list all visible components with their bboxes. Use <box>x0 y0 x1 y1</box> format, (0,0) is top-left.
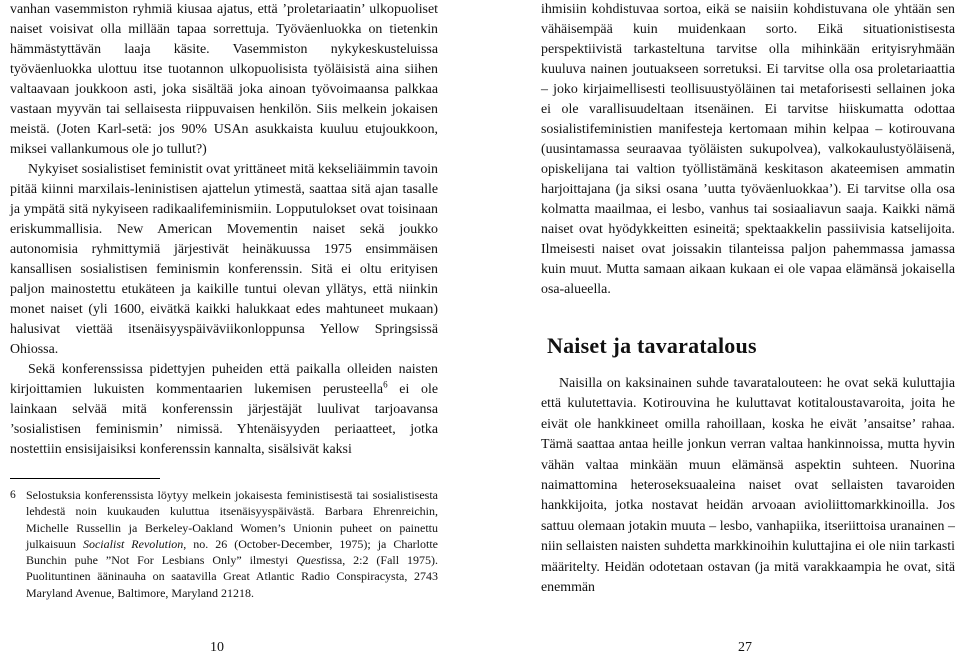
footnote-text-part: issa, 2:2 (Fall 1975). Puolituntinen ääninauha on saatavilla Great Atlantic Radio Conspiracysta, 2743 Maryland Avenue, Baltimore, Maryland 21218. <box>26 553 438 600</box>
footnote <box>10 487 438 601</box>
footnote-text-part: Selostuksia konferenssista löytyy melkein jokaisesta feministisestä tai sosialistisesta lehdestä noin kuukauden kuluttua itsenäisyyspäivästä. Barbara Ehrenreichin, Michelle Russellin ja Berkeley-Oakland Women’s Unionin puheet on painettu julkaisuun <box>26 488 438 551</box>
paragraph-text: ei ole lainkaan selvää mitä konferenssin järjestäjät luulivat tarjoavansa ’sosialistisen feminismin’ nimissä. Yhtenäisyyden periaatteet, jotka nostettiin ensisijaisiksi konferenssin kannalta, sisälsivät kaksi <box>10 382 438 457</box>
footnote-divider <box>10 478 160 479</box>
journal-title: Socialist Revolution <box>82 536 184 551</box>
section-heading: Naiset ja tavaratalous <box>547 333 757 358</box>
paragraph-text: Sekä konferenssissa pidettyjen puheiden että paikalla olleiden naisten kirjoittamien lukuisten kommentaarien lukemisen perusteella <box>10 362 438 397</box>
footnote-number: 6 <box>10 489 16 501</box>
paragraph: Nykyiset sosialistiset feministit ovat yrittäneet mitä kekseliäimmin tavoin pitää kiinni marxilais-leninistisen ajattelun ytimestä, saattaa sitä ajan tasalle ja ympätä sitä nykyiseen radikaalifeminismiin. Lopputulokset ovat toisinaan eriskummallisia. New American Movementin naiset sekä joukko autonomisia ryhmittymiä järjestivät heinäkuussa 1975 ensimmäisen kansallisen sosialistisen feminismin konferenssin. Sitä ei oltu erityisen paljon mainostettu etukäteen ja kaikille tuntui olevan yllätys, että niinkin monet naiset (yli 1600, eivätkä kaikki halukkaat edes mahtuneet mukaan) halusivat viettää itsenäisyyspäiväviikonloppunsa Yellow Springsissä Ohiossa. <box>10 162 438 357</box>
page-number-right: 27 <box>738 640 752 655</box>
paragraph: vanhan vasemmiston ryhmiä kiusaa ajatus, että ’proletariaatin’ ulkopuoliset naiset voisivat olla millään tapaa sorrettuja. Työväenluokka on tietenkin hämmästyttävän laaja käsite. Vasemmiston nykykeskusteluissa työväenluokka ulottuu itse tuotannon ulkopuolisista työläisistä aina siihen valtaavaan joukkoon asti, joka sisältää joka ainoan työvoimaansa palkkaa vastaan myyvän tai sellaisesta riippuvaisen henkilön. Siis melkein jokaisen meistä. (Joten Karl-setä: jos 90% USAn asukkaista kuuluu etujoukkoon, miksei vallankumous ole jo tullut?) <box>10 2 438 157</box>
footnote-text-part: , no. 26 (October-December, 1975); ja Charlotte Bunchin puhe ”Not For Lesbians Only” ilmestyi <box>26 536 438 568</box>
footnote-text <box>26 487 438 601</box>
page-number-left: 10 <box>210 640 224 655</box>
paragraph: ihmisiin kohdistuvaa sortoa, eikä se naisiin kohdistuvana ole yhtään sen vähäisempää kuin muidenkaan sorto. Eikä situationistisesta perspektiivistä tarkasteltuna tarvitse olla mihinkään erityisryhmään kuuluva nainen joutuakseen sorretuksi. Ei tarvitse olla osa proletariaattia – joko kirjaimellisesti teollisuustyöläinen tai metaforisesti sellainen joka ei ole varallisuudeltaan itsenäinen. Ei tarvitse hiiskumatta odottaa sosialistifeministien manifesteja kertomaan mihin kelpaa – kotirouvana (uusintamassa seuraavaa työläisten sukupolvea), valkokaulustyöläisenä, opiskelijana tai valtion työllistämänä keskitason akateemisen ammatin harjoittajana (ja siksi osana ’uutta työväenluokkaa’). Ei tarvitse olla osa kolmatta maailmaa, ei lesbo, vanhus tai sosiaaliavun saaja. Kaikki nämä naiset ovat hyödykkeitten esineitä; spektaakkelin passiivisia katselijoita. Ilmeisesti naiset ovat joissakin tilanteissa paljon pahemmassa jamassa kuin muut. Mutta samaan aikaan kukaan ei ole vapaa elämänsä jokaisella osa-alueella. <box>541 2 955 297</box>
footnote-reference: 6 <box>383 379 388 390</box>
paragraph: Naisilla on kaksinainen suhde tavaratalouteen: he ovat sekä kuluttajia että kulutettavia. Kotirouvina he kuluttavat kotitaloustavaroita, joita he eivät ole hankkineet omilla rahoillaan, koska he eivät ’ansaitse’ rahaa. Tämä saattaa antaa heille jonkun verran valtaa hankinnoissa, mutta hyvin vähän valtaa minkään muun elämänsä aspektin suhteen. Nuorina naimattomina heteroseksuaaleina naiset ovat sellaisten tavaroiden hankkijoita, jotka nostavat heidän arvoaan avioliittomarkkinoilla. Jos sattuu olemaan jotakin muuta – lesbo, vanhapiika, itseriittoisa uranainen – niin sellaisten naisten suhdetta markkinoihin kuluttajina ei ole niin tarkasti määritelty. Heidän odotetaan ostavan (ja mitä varakkaampia he ovat, sitä enemmän <box>541 376 955 596</box>
section-body <box>541 374 955 598</box>
paragraph <box>10 360 438 460</box>
journal-title: Quest <box>296 553 325 568</box>
left-page-text <box>10 0 438 460</box>
right-page-text <box>541 0 955 300</box>
